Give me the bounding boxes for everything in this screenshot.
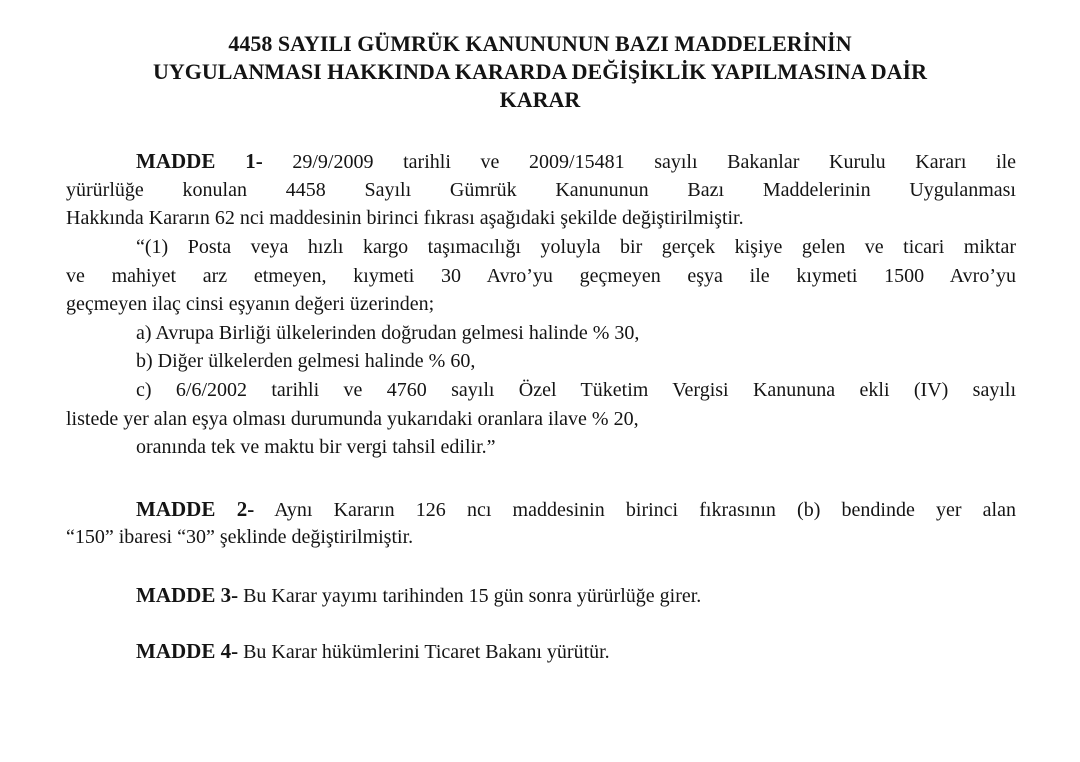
madde-1-text-1: 29/9/2009 tarihli ve 2009/15481 sayılı Bakanlar Kurulu Kararı ile [292, 151, 1016, 173]
item-c-line-2: listede yer alan eşya olması durumunda yukarıdaki oranlara ilave % 20, [66, 408, 639, 430]
title-line-1: 4458 SAYILI GÜMRÜK KANUNUNUN BAZI MADDELERİNİN [228, 31, 852, 56]
madde-3-line [136, 582, 701, 609]
madde-4-label: MADDE 4- [136, 639, 239, 663]
item-c-line-1: c) 6/6/2002 tarihli ve 4760 sayılı Özel Tüketim Vergisi Kanununa ekli (IV) sayılı [136, 379, 1016, 401]
madde-2-line-1 [136, 496, 1016, 523]
madde-1-line-1 [136, 148, 1016, 175]
madde-1-line-2: yürürlüğe konulan 4458 Sayılı Gümrük Kanununun Bazı Maddelerinin Uygulanması [66, 179, 1016, 201]
madde-2-text-1: Aynı Kararın 126 ncı maddesinin birinci fıkrasının (b) bendinde yer alan [274, 499, 1016, 521]
madde-4-text: Bu Karar hükümlerini Ticaret Bakanı yürütür. [243, 641, 610, 663]
title-line-3: KARAR [499, 87, 581, 112]
document-title [60, 30, 1020, 114]
title-line-2: UYGULANMASI HAKKINDA KARARDA DEĞİŞİKLİK YAPILMASINA DAİR [153, 59, 927, 84]
madde-3-label: MADDE 3- [136, 583, 239, 607]
quote-line-2: ve mahiyet arz etmeyen, kıymeti 30 Avro’yu geçmeyen eşya ile kıymeti 1500 Avro’yu [66, 265, 1016, 287]
madde-2-label: MADDE 2- [136, 497, 255, 521]
quote-line-1: “(1) Posta veya hızlı kargo taşımacılığı yoluyla bir gerçek kişiye gelen ve ticari miktar [136, 236, 1016, 258]
quote-line-3: geçmeyen ilaç cinsi eşyanın değeri üzerinden; [66, 293, 435, 315]
quote-end: oranında tek ve maktu bir vergi tahsil edilir.” [136, 436, 496, 458]
item-a: a) Avrupa Birliği ülkelerinden doğrudan gelmesi halinde % 30, [136, 322, 640, 344]
item-b: b) Diğer ülkelerden gelmesi halinde % 60, [136, 350, 476, 372]
madde-3-text: Bu Karar yayımı tarihinden 15 gün sonra yürürlüğe girer. [243, 585, 702, 607]
madde-2-line-2: “150” ibaresi “30” şeklinde değiştirilmiştir. [66, 526, 414, 548]
madde-4-line [136, 638, 610, 665]
madde-1-line-3: Hakkında Kararın 62 nci maddesinin birinci fıkrası aşağıdaki şekilde değiştirilmiştir. [66, 207, 744, 229]
madde-1-label: MADDE 1- [136, 149, 263, 173]
